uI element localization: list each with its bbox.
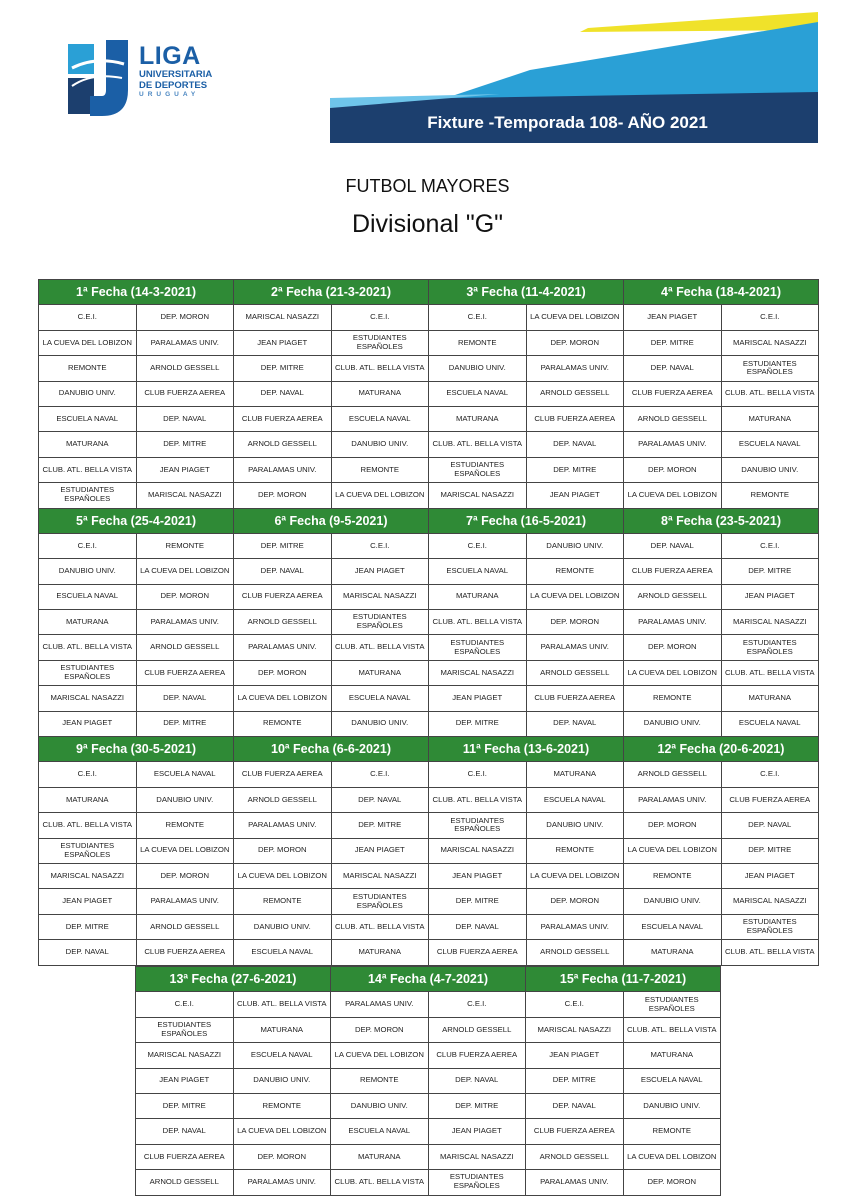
away-team: DEP. NAVAL [136,406,234,431]
home-team: DANUBIO UNIV. [624,711,722,736]
match-row [39,660,819,685]
home-team: DEP. NAVAL [234,559,332,584]
away-team: LA CUEVA DEL LOBIZON [136,559,234,584]
home-team: REMONTE [624,686,722,711]
round-header: 6ª Fecha (9-5-2021) [234,508,429,533]
away-team: ESCUELA NAVAL [331,686,429,711]
away-team: DANUBIO UNIV. [233,1068,331,1093]
match-row [39,686,819,711]
round-header: 7ª Fecha (16-5-2021) [429,508,624,533]
match-row [39,610,819,635]
away-team: PARALAMAS UNIV. [136,330,234,355]
home-team: JEAN PIAGET [234,330,332,355]
home-team: MATURANA [39,432,137,457]
home-team: ARNOLD GESSELL [624,584,722,609]
match-row [39,305,819,330]
home-team: ARNOLD GESSELL [234,432,332,457]
home-team: LA CUEVA DEL LOBIZON [624,838,722,863]
home-team: PARALAMAS UNIV. [624,787,722,812]
home-team: DEP. MITRE [429,889,527,914]
home-team: C.E.I. [39,305,137,330]
away-team: MARISCAL NASAZZI [721,610,819,635]
home-team: DEP. MORON [234,483,332,508]
match-row [39,533,819,558]
round-header: 3ª Fecha (11-4-2021) [429,280,624,305]
away-team: DEP. NAVAL [721,813,819,838]
away-team: CLUB FUERZA AEREA [136,381,234,406]
match-row [39,838,819,863]
away-team: CLUB. ATL. BELLA VISTA [721,660,819,685]
round-header: 11ª Fecha (13-6-2021) [429,737,624,762]
home-team: JEAN PIAGET [429,863,527,888]
away-team: ESTUDIANTES ESPAÑOLES [428,1170,526,1195]
away-team: MARISCAL NASAZZI [331,863,429,888]
match-row [39,584,819,609]
away-team: DEP. MORON [526,330,624,355]
away-team: MATURANA [721,406,819,431]
home-team: CLUB FUERZA AEREA [234,406,332,431]
away-team: DEP. MITRE [721,838,819,863]
home-team: PARALAMAS UNIV. [234,457,332,482]
home-team: ESTUDIANTES ESPAÑOLES [39,660,137,685]
match-row [136,1119,721,1144]
home-team: DEP. MITRE [624,330,722,355]
away-team: PARALAMAS UNIV. [526,914,624,939]
home-team: REMONTE [624,863,722,888]
away-team: CLUB FUERZA AEREA [136,660,234,685]
home-team: CLUB. ATL. BELLA VISTA [429,610,527,635]
away-team: REMONTE [623,1119,721,1144]
home-team: MARISCAL NASAZZI [234,305,332,330]
home-team: ARNOLD GESSELL [136,1170,234,1195]
match-row [39,457,819,482]
home-team: MARISCAL NASAZZI [429,660,527,685]
away-team: C.E.I. [721,533,819,558]
away-team: DEP. MITRE [428,1093,526,1118]
division-title: Divisional "G" [351,210,504,238]
home-team: JEAN PIAGET [624,305,722,330]
away-team: CLUB. ATL. BELLA VISTA [623,1017,721,1042]
away-team: DEP. NAVAL [526,711,624,736]
home-team: CLUB. ATL. BELLA VISTA [39,457,137,482]
away-team: MARISCAL NASAZZI [136,483,234,508]
away-team: JEAN PIAGET [526,483,624,508]
home-team: ESCUELA NAVAL [331,1119,429,1144]
away-team: LA CUEVA DEL LOBIZON [331,483,429,508]
home-team: CLUB FUERZA AEREA [624,559,722,584]
away-team: ESTUDIANTES ESPAÑOLES [721,356,819,381]
away-team: ARNOLD GESSELL [136,635,234,660]
match-row [39,813,819,838]
away-team: PARALAMAS UNIV. [136,610,234,635]
away-team: DEP. NAVAL [526,432,624,457]
home-team: DEP. NAVAL [234,381,332,406]
away-team: MARISCAL NASAZZI [721,330,819,355]
away-team: PARALAMAS UNIV. [136,889,234,914]
away-team: ESCUELA NAVAL [623,1068,721,1093]
away-team: JEAN PIAGET [428,1119,526,1144]
away-team: C.E.I. [331,305,429,330]
home-team: DEP. MITRE [136,1093,234,1118]
away-team: C.E.I. [428,992,526,1017]
match-row [136,1068,721,1093]
home-team: MARISCAL NASAZZI [526,1017,624,1042]
away-team: ESTUDIANTES ESPAÑOLES [721,635,819,660]
logo-wordmark [139,44,212,99]
home-team: JEAN PIAGET [39,889,137,914]
away-team: DEP. NAVAL [331,787,429,812]
home-team: ESTUDIANTES ESPAÑOLES [429,813,527,838]
match-row [39,330,819,355]
home-team: DEP. NAVAL [136,1119,234,1144]
home-team: MATURANA [331,1144,429,1169]
home-team: CLUB FUERZA AEREA [526,1119,624,1144]
home-team: ARNOLD GESSELL [234,787,332,812]
match-row [39,381,819,406]
round-header: 2ª Fecha (21-3-2021) [234,280,429,305]
home-team: MARISCAL NASAZZI [39,686,137,711]
home-team: DEP. NAVAL [624,533,722,558]
away-team: ESCUELA NAVAL [721,432,819,457]
home-team: MATURANA [39,610,137,635]
match-row [39,406,819,431]
fixture-table [38,279,819,966]
away-team: CLUB. ATL. BELLA VISTA [331,356,429,381]
away-team: PARALAMAS UNIV. [233,1170,331,1195]
away-team: CLUB FUERZA AEREA [526,406,624,431]
home-team: ARNOLD GESSELL [624,406,722,431]
home-team: DEP. MORON [234,660,332,685]
round-header: 1ª Fecha (14-3-2021) [39,280,234,305]
home-team: CLUB FUERZA AEREA [136,1144,234,1169]
away-team: DANUBIO UNIV. [526,813,624,838]
home-team: DEP. MORON [624,635,722,660]
home-team: C.E.I. [39,533,137,558]
away-team: JEAN PIAGET [331,838,429,863]
away-team: REMONTE [136,813,234,838]
away-team: DANUBIO UNIV. [331,711,429,736]
away-team: CLUB. ATL. BELLA VISTA [331,914,429,939]
match-row [39,711,819,736]
match-row [39,635,819,660]
away-team: DEP. MITRE [136,432,234,457]
home-team: MATURANA [39,787,137,812]
home-team: ESCUELA NAVAL [39,584,137,609]
away-team: MATURANA [331,381,429,406]
match-row [39,914,819,939]
away-team: CLUB. ATL. BELLA VISTA [233,992,331,1017]
home-team: CLUB. ATL. BELLA VISTA [331,1170,429,1195]
away-team: DEP. MORON [526,889,624,914]
away-team: PARALAMAS UNIV. [526,635,624,660]
away-team: JEAN PIAGET [136,457,234,482]
home-team: DEP. MITRE [39,914,137,939]
away-team: DEP. MITRE [331,813,429,838]
fixture-table-final [135,966,721,1196]
home-team: MATURANA [429,584,527,609]
away-team: LA CUEVA DEL LOBIZON [526,863,624,888]
home-team: DANUBIO UNIV. [331,1093,429,1118]
home-team: LA CUEVA DEL LOBIZON [331,1043,429,1068]
home-team: DEP. NAVAL [429,914,527,939]
home-team: ESTUDIANTES ESPAÑOLES [39,838,137,863]
home-team: JEAN PIAGET [429,686,527,711]
away-team: REMONTE [233,1093,331,1118]
match-row [136,1144,721,1169]
away-team: ARNOLD GESSELL [526,381,624,406]
home-team: CLUB. ATL. BELLA VISTA [39,813,137,838]
round-header: 4ª Fecha (18-4-2021) [624,280,819,305]
home-team: ESTUDIANTES ESPAÑOLES [429,457,527,482]
home-team: ESCUELA NAVAL [234,940,332,965]
home-team: MATURANA [429,406,527,431]
away-team: DEP. MORON [233,1144,331,1169]
away-team: MATURANA [526,762,624,787]
away-team: JEAN PIAGET [721,863,819,888]
home-team: CLUB FUERZA AEREA [234,584,332,609]
away-team: ARNOLD GESSELL [136,356,234,381]
away-team: JEAN PIAGET [721,584,819,609]
away-team: ESCUELA NAVAL [331,406,429,431]
away-team: DEP. MORON [136,305,234,330]
home-team: DANUBIO UNIV. [234,914,332,939]
away-team: ESCUELA NAVAL [721,711,819,736]
home-team: DANUBIO UNIV. [429,356,527,381]
home-team: ESTUDIANTES ESPAÑOLES [39,483,137,508]
away-team: C.E.I. [331,762,429,787]
away-team: DANUBIO UNIV. [526,533,624,558]
round-header: 13ª Fecha (27-6-2021) [136,967,331,992]
away-team: REMONTE [331,457,429,482]
away-team: CLUB FUERZA AEREA [721,787,819,812]
home-team: JEAN PIAGET [136,1068,234,1093]
match-row [39,940,819,965]
away-team: ESTUDIANTES ESPAÑOLES [623,992,721,1017]
away-team: CLUB FUERZA AEREA [428,1043,526,1068]
away-team: CLUB. ATL. BELLA VISTA [331,635,429,660]
away-team: DEP. MORON [623,1170,721,1195]
home-team: JEAN PIAGET [526,1043,624,1068]
home-team: MARISCAL NASAZZI [429,838,527,863]
away-team: ESTUDIANTES ESPAÑOLES [721,914,819,939]
away-team: MARISCAL NASAZZI [428,1144,526,1169]
home-team: DEP. NAVAL [624,356,722,381]
home-team: C.E.I. [526,992,624,1017]
home-team: REMONTE [39,356,137,381]
banner-title: Fixture -Temporada 108- AÑO 2021 [427,113,708,132]
away-team: REMONTE [526,559,624,584]
away-team: C.E.I. [331,533,429,558]
home-team: DANUBIO UNIV. [624,889,722,914]
round-header: 15ª Fecha (11-7-2021) [526,967,721,992]
home-team: MATURANA [624,940,722,965]
away-team: ARNOLD GESSELL [526,660,624,685]
match-row [136,1017,721,1042]
match-row [39,356,819,381]
away-team: MARISCAL NASAZZI [721,889,819,914]
away-team: MATURANA [331,660,429,685]
home-team: PARALAMAS UNIV. [526,1170,624,1195]
away-team: DANUBIO UNIV. [623,1093,721,1118]
away-team: DEP. MORON [136,863,234,888]
home-team: DEP. MITRE [234,533,332,558]
home-team: DANUBIO UNIV. [39,559,137,584]
home-team: LA CUEVA DEL LOBIZON [39,330,137,355]
away-team: PARALAMAS UNIV. [526,356,624,381]
home-team: C.E.I. [429,762,527,787]
away-team: DEP. MITRE [721,559,819,584]
home-team: LA CUEVA DEL LOBIZON [234,863,332,888]
away-team: LA CUEVA DEL LOBIZON [526,305,624,330]
home-team: JEAN PIAGET [39,711,137,736]
match-row [39,432,819,457]
home-team: DEP. NAVAL [526,1093,624,1118]
away-team: MATURANA [721,686,819,711]
away-team: LA CUEVA DEL LOBIZON [526,584,624,609]
home-team: ESTUDIANTES ESPAÑOLES [429,635,527,660]
home-team: ESCUELA NAVAL [39,406,137,431]
away-team: ESCUELA NAVAL [526,787,624,812]
match-row [39,483,819,508]
logo-country-text: URUGUAY [139,91,200,98]
home-team: PARALAMAS UNIV. [624,432,722,457]
home-team: ARNOLD GESSELL [624,762,722,787]
away-team: CLUB. ATL. BELLA VISTA [721,381,819,406]
home-team: C.E.I. [429,533,527,558]
logo-sub-text-2: DE DEPORTES [139,79,208,91]
home-team: CLUB. ATL. BELLA VISTA [39,635,137,660]
round-header: 9ª Fecha (30-5-2021) [39,737,234,762]
home-team: CLUB FUERZA AEREA [429,940,527,965]
round-header: 12ª Fecha (20-6-2021) [624,737,819,762]
away-team: CLUB. ATL. BELLA VISTA [721,940,819,965]
away-team: ESTUDIANTES ESPAÑOLES [331,610,429,635]
home-team: DEP. MITRE [429,711,527,736]
home-team: DEP. MITRE [234,356,332,381]
away-team: DANUBIO UNIV. [331,432,429,457]
away-team: CLUB FUERZA AEREA [526,686,624,711]
away-team: C.E.I. [721,762,819,787]
home-team: MARISCAL NASAZZI [136,1043,234,1068]
home-team: REMONTE [331,1068,429,1093]
round-header: 10ª Fecha (6-6-2021) [234,737,429,762]
match-row [136,992,721,1017]
home-team: DEP. MORON [624,457,722,482]
match-row [39,863,819,888]
match-row [136,1170,721,1195]
section-title: FUTBOL MAYORES [345,176,510,196]
home-team: ARNOLD GESSELL [526,1144,624,1169]
home-team: ARNOLD GESSELL [234,610,332,635]
home-team: C.E.I. [429,305,527,330]
match-row [39,787,819,812]
home-team: MARISCAL NASAZZI [429,483,527,508]
home-team: C.E.I. [136,992,234,1017]
match-row [39,762,819,787]
home-team: REMONTE [429,330,527,355]
away-team: DANUBIO UNIV. [136,787,234,812]
home-team: LA CUEVA DEL LOBIZON [624,660,722,685]
home-team: DEP. MORON [624,813,722,838]
home-team: DANUBIO UNIV. [39,381,137,406]
logo-sub-text-1: UNIVERSITARIA [139,69,213,80]
home-team: CLUB. ATL. BELLA VISTA [429,432,527,457]
home-team: LA CUEVA DEL LOBIZON [624,483,722,508]
home-team: CLUB FUERZA AEREA [624,381,722,406]
away-team: ESCUELA NAVAL [136,762,234,787]
home-team: MARISCAL NASAZZI [39,863,137,888]
home-team: DEP. MORON [331,1017,429,1042]
home-team: PARALAMAS UNIV. [234,635,332,660]
away-team: LA CUEVA DEL LOBIZON [136,838,234,863]
away-team: ESTUDIANTES ESPAÑOLES [331,330,429,355]
away-team: DEP. MORON [136,584,234,609]
home-team: ESTUDIANTES ESPAÑOLES [136,1017,234,1042]
away-team: REMONTE [136,533,234,558]
away-team: C.E.I. [721,305,819,330]
away-team: DEP. NAVAL [428,1068,526,1093]
away-team: ARNOLD GESSELL [428,1017,526,1042]
away-team: MATURANA [233,1017,331,1042]
away-team: ARNOLD GESSELL [136,914,234,939]
home-team: DEP. MITRE [526,1068,624,1093]
home-team: PARALAMAS UNIV. [331,992,429,1017]
logo-liga-text: LIGA [139,42,201,70]
away-team: CLUB FUERZA AEREA [136,940,234,965]
away-team: DEP. MITRE [526,457,624,482]
home-team: PARALAMAS UNIV. [234,813,332,838]
away-team: JEAN PIAGET [331,559,429,584]
away-team: ARNOLD GESSELL [526,940,624,965]
away-team: MARISCAL NASAZZI [331,584,429,609]
away-team: DEP. MORON [526,610,624,635]
round-header: 5ª Fecha (25-4-2021) [39,508,234,533]
home-team: DEP. NAVAL [39,940,137,965]
home-team: REMONTE [234,889,332,914]
away-team: ESCUELA NAVAL [233,1043,331,1068]
match-row [136,1093,721,1118]
home-team: PARALAMAS UNIV. [624,610,722,635]
away-team: ESTUDIANTES ESPAÑOLES [331,889,429,914]
match-row [39,559,819,584]
home-team: CLUB FUERZA AEREA [234,762,332,787]
match-row [136,1043,721,1068]
away-team: REMONTE [721,483,819,508]
away-team: DANUBIO UNIV. [721,457,819,482]
away-team: LA CUEVA DEL LOBIZON [233,1119,331,1144]
round-header: 14ª Fecha (4-7-2021) [331,967,526,992]
home-team: C.E.I. [39,762,137,787]
home-team: LA CUEVA DEL LOBIZON [234,686,332,711]
home-team: DEP. MORON [234,838,332,863]
home-team: ESCUELA NAVAL [624,914,722,939]
match-row [39,889,819,914]
away-team: LA CUEVA DEL LOBIZON [623,1144,721,1169]
home-team: REMONTE [234,711,332,736]
round-header: 8ª Fecha (23-5-2021) [624,508,819,533]
away-team: MATURANA [623,1043,721,1068]
away-team: DEP. MITRE [136,711,234,736]
home-team: ESCUELA NAVAL [429,381,527,406]
away-team: REMONTE [526,838,624,863]
away-team: MATURANA [331,940,429,965]
home-team: CLUB. ATL. BELLA VISTA [429,787,527,812]
away-team: DEP. NAVAL [136,686,234,711]
home-team: ESCUELA NAVAL [429,559,527,584]
